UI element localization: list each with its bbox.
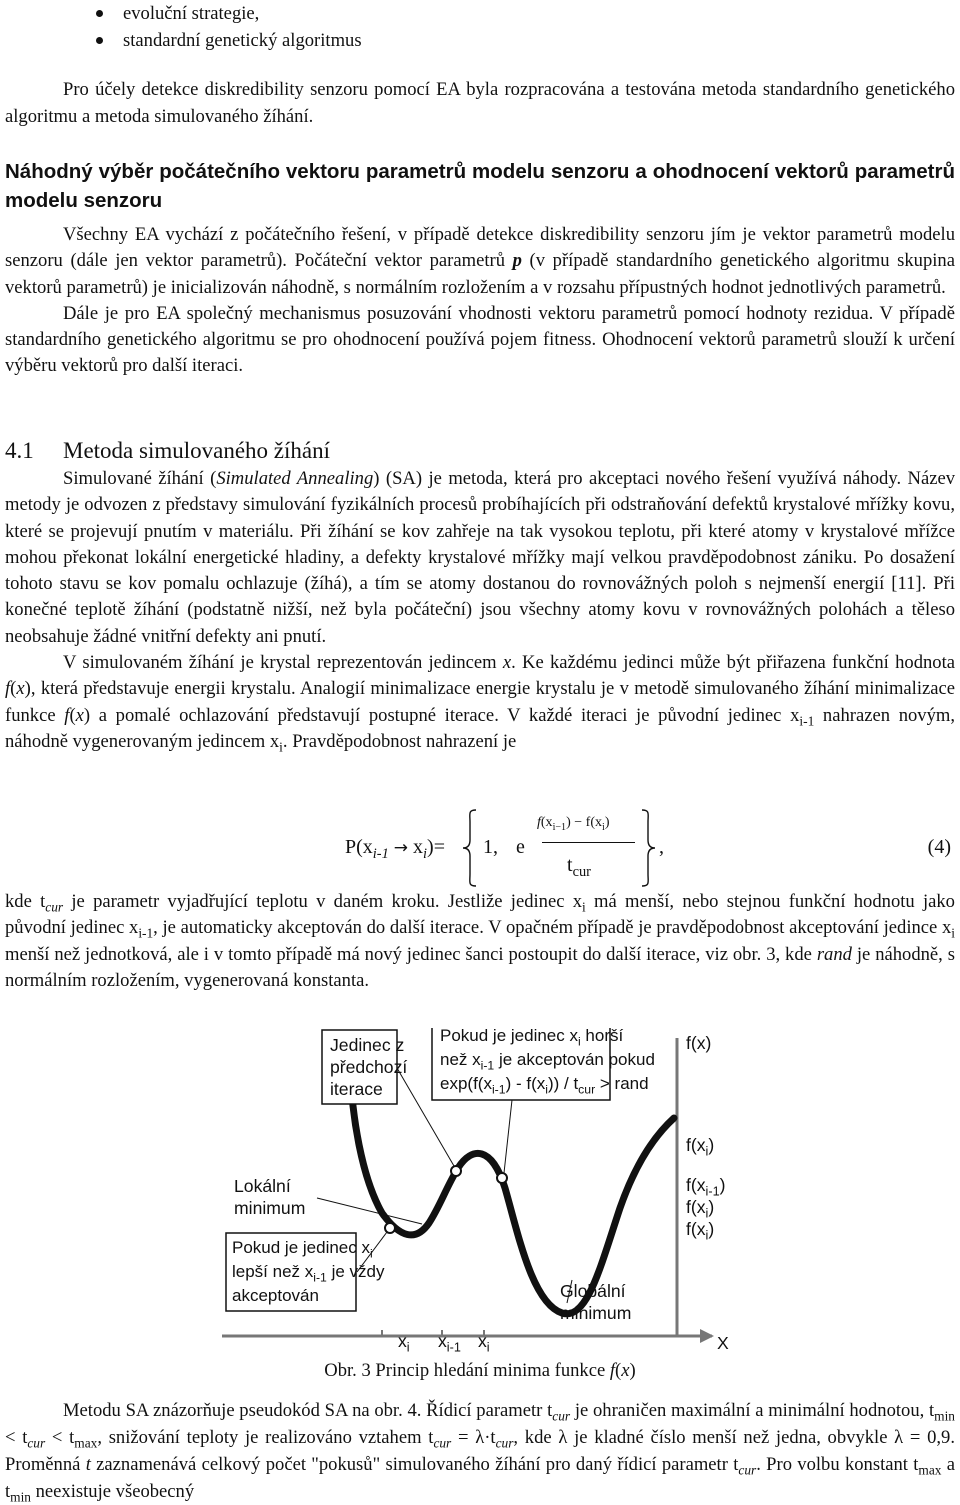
- subsection-paragraph: Dále je pro EA společný mechanismus posuzování vhodnosti vektoru parametrů pomocí hodnoty rezidua. V případě standardního genetického algoritmu se pro ohodnocení používá pojem fitness. Ohodnocení vektorů parametrů slouží k určení výběru vektorů pro další iteraci.: [5, 302, 955, 377]
- point-better: [385, 1223, 395, 1233]
- label-global-minimum: Globální minimum: [560, 1281, 632, 1323]
- section-paragraph: Simulované žíhání (Simulated Annealing) (SA) je metoda, která pro akceptaci nového řešení využívá náhody. Název metody je odvozen z představy simulování fyzikálních procesů probíhajících při odstraňování defektů krystalové mřížky kovu, které se projevují pnutím v materiálu. Při žíhání se kov zahřeje na tak vysokou teplotu, při které atomy v krystalové mřížce mohou překonat lokální energetické hladiny, a defekty krystalové mřížky mají velkou pravděpodobnost zániku. Po dosažení tohoto stavu se kov pomalu ochlazuje (žíhá), a tím se atomy dostanou do rovnovážných poloh s nejmenší energií [11]. Při konečné teplotě žíhání (podstatně nižší, než byla počáteční) jsou všechny atomy kovu v rovnovážných polohách a těleso neobsahuje žádné vnitřní defekty ani pnutí.: [5, 468, 956, 647]
- subsection-paragraph: Všechny EA vychází z počátečního řešení, v případě detekce diskredibility senzoru jím je vektor parametrů modelu senzoru (dále jen vektor parametrů). Počáteční vektor parametrů p (v případě standardního genetického algoritmu skupina vektorů parametrů) je inicializován náhodně, s normálním rozložením a v rozsahu přípustných hodnot jednotlivých parametrů.: [5, 224, 955, 298]
- exponent-numerator: $f(x_{i-1}) - f(x_i)$: [537, 815, 610, 833]
- bullet-item: standardní genetický algoritmus: [5, 27, 362, 54]
- box-start-text: Jedinec z předchozí iterace: [330, 1035, 408, 1099]
- box-better-text: Pokud je jedinec $x_i$ lepší než $x_{i-1}$ je vždy akceptován: [232, 1238, 385, 1305]
- section-body: [5, 466, 955, 755]
- section-heading: [5, 436, 330, 466]
- section-paragraph: V simulovaném žíhání je krystal reprezentován jedincem x. Ke každému jedinci může být přiřazena funkční hodnota f(x), která představuje energii krystalu. Analogií minimalizace energie krystalu je v metodě simulovaného žíhání minimalizace funkce f(x) a pomalé ochlazování představují postupné iterace. V každé iteraci je původní jedinec $x_{i-1}$ nahrazen novým, náhodně vygenerovaným jedincem $x_i$. Pravděpodobnost nahrazení je: [5, 652, 955, 755]
- vector-p: p: [512, 250, 522, 272]
- final-paragraph: Metodu SA znázorňuje pseudokód SA na obr. 4. Řídicí parametr $t_{cur}$ je ohraničen maximální a minimální hodnotou, $t_{min} < t_{cur} < t_{max}$, snižování teploty je realizováno vztahem $t_{cur} = \lambda\cdot t_{cur}$, kde λ je kladné číslo menší než jedna, obvykle λ = 0,9. Proměnná t zaznamenává celkový počet "pokusů" simulovaného žíhání pro daný řídicí parametr $t_{cur}$. Pro volbu konstant $t_{max}$ a $t_{min}$ neexistuje všeobecný: [5, 1400, 955, 1505]
- x-tick-label: $x_{i-1}$: [438, 1331, 461, 1355]
- subsection: [5, 158, 955, 380]
- intro-line: Pro účely detekce diskredibility senzoru pomocí EA byla rozpracována a testována metoda: [63, 79, 757, 100]
- x-tick-label: $x_i$: [478, 1331, 490, 1355]
- equation-number: (4): [927, 836, 951, 858]
- section-title: Metoda simulovaného žíhání: [63, 438, 330, 463]
- figure-caption: Obr. 3 Princip hledání minima funkce f(x): [324, 1360, 636, 1381]
- bullet-list: [5, 0, 362, 54]
- x-axis-label: X: [717, 1333, 729, 1353]
- section-number: 4.1: [5, 438, 34, 463]
- equation-lhs: $P(x_{i-1} \to x_i)=$: [345, 836, 445, 862]
- fraction-bar: [542, 842, 635, 843]
- point-prev: [497, 1173, 507, 1183]
- subsection-heading: Náhodný výběr počátečního vektoru parametrů modelu senzoru a ohodnocení vektorů parametrů modelu senzoru: [5, 160, 955, 212]
- bullet-item: evoluční strategie,: [5, 0, 362, 27]
- x-axis-arrow: [700, 1329, 714, 1343]
- figure-3: [222, 1028, 757, 1358]
- intro-line: standardního genetického algoritmu a metoda simulovaného žíhání.: [5, 79, 955, 127]
- fx-axis-label: f(x): [686, 1033, 712, 1053]
- box-worse-text: Pokud je jedinec $x_i$ horší než $x_{i-1}$ je akceptován pokud $\exp(f(x_{i-1}) - f(x_i)) / t_{cur}$ > rand: [440, 1026, 655, 1097]
- intro-paragraph: [5, 76, 955, 130]
- fx-value-labels: $f(x_i)$ $f(x_{i-1})$ $f(x_i)$ $f(x_i)$: [686, 1135, 726, 1243]
- point-worse: [451, 1166, 461, 1176]
- left-brace: [460, 808, 480, 888]
- x-tick-label: $x_i$: [398, 1331, 410, 1355]
- exponent-denominator: $t_{cur}$: [567, 854, 591, 880]
- label-local-minimum: Lokální minimum: [234, 1176, 306, 1218]
- after-equation-paragraph: kde $t_{cur}$ je parametr vyjadřující teplotu v daném kroku. Jestliže jedinec $x_i$ má menší, nebo stejnou funkční hodnotu jako původní jedinec $x_{i-1}$, je automaticky akceptován do další iterace. V opačném případě je pravděpodobnost akceptování jedince $x_i$ menší než jednotková, ale i v tomto případě má nový jedinec šanci postoupit do další iterace, viz obr. 3, kde rand je náhodně, s normálním rozložením, vygenerovaná konstanta.: [5, 891, 955, 991]
- right-brace: [638, 808, 658, 888]
- equation-4: $P(x_{i-1} \to x_i)=$ 1, e $f(x_{i-1}) - f(x_i)$ $t_{cur}$ , (4): [5, 808, 955, 890]
